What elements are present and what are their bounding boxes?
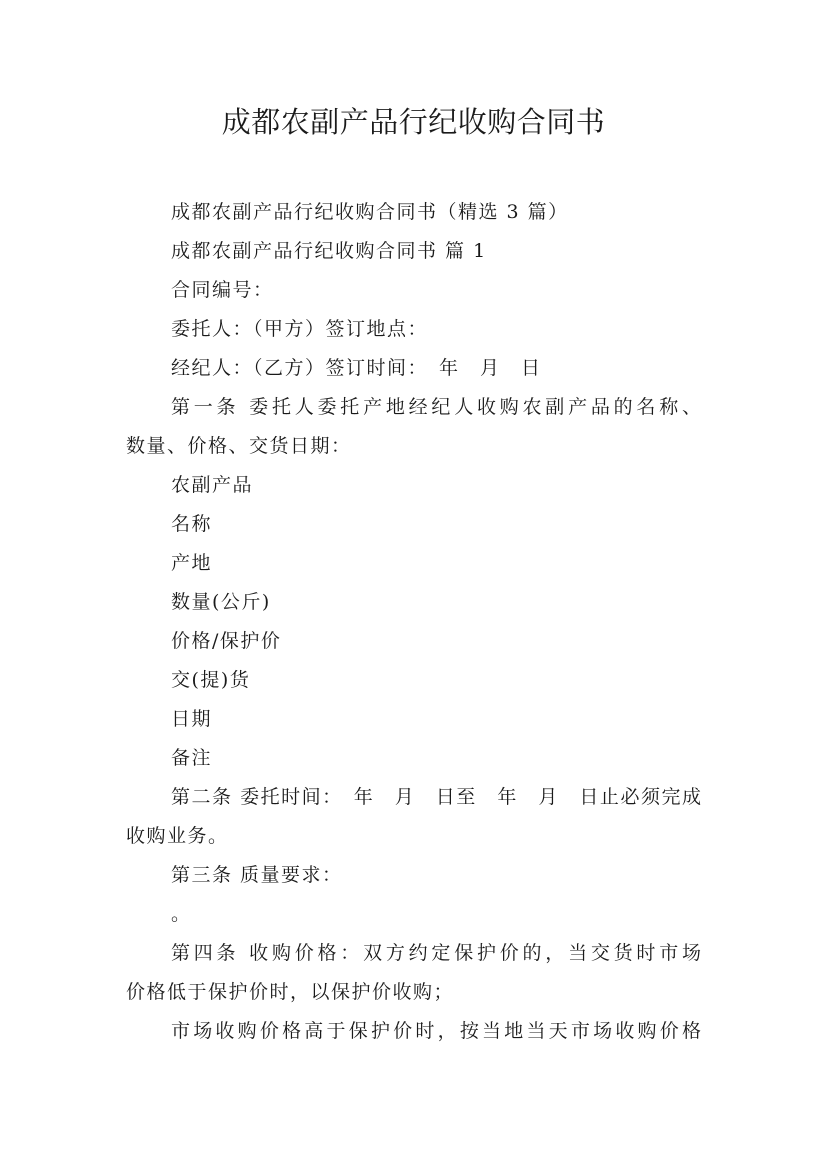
document-line: 成都农副产品行纪收购合同书 篇 1 <box>171 240 487 262</box>
document-line: 第二条 委托时间： 年 月 日至 年 月 日止必须完成 <box>171 786 701 808</box>
document-line: 农副产品 <box>171 474 254 496</box>
document-line: 第一条 委托人委托产地经纪人收购农副产品的名称、 <box>171 396 701 418</box>
document-line: 。 <box>171 903 192 925</box>
document-line: 经纪人：（乙方）签订时间： 年 月 日 <box>171 357 542 379</box>
document-line: 数量、价格、交货日期： <box>126 435 352 457</box>
document-line: 日期 <box>171 708 213 730</box>
document-line: 产地 <box>171 552 213 574</box>
document-line: 交(提)货 <box>171 669 251 691</box>
document-line: 价格/保护价 <box>171 630 282 652</box>
document-line: 名称 <box>171 513 213 535</box>
document-line: 收购业务。 <box>126 825 229 847</box>
document-title: 成都农副产品行纪收购合同书 <box>221 105 606 139</box>
document-line: 数量(公斤) <box>171 591 271 613</box>
document-line: 委托人：（甲方）签订地点： <box>171 318 429 340</box>
document-line: 备注 <box>171 747 213 769</box>
document-line: 成都农副产品行纪收购合同书（精选 3 篇） <box>171 201 569 223</box>
document-line: 第四条 收购价格：双方约定保护价的，当交货时市场 <box>171 942 701 964</box>
document-line: 价格低于保护价时，以保护价收购； <box>126 981 455 1003</box>
document-line: 合同编号： <box>171 279 274 301</box>
document-line: 市场收购价格高于保护价时，按当地当天市场收购价格 <box>171 1020 701 1042</box>
document-line: 第三条 质量要求： <box>171 864 343 886</box>
